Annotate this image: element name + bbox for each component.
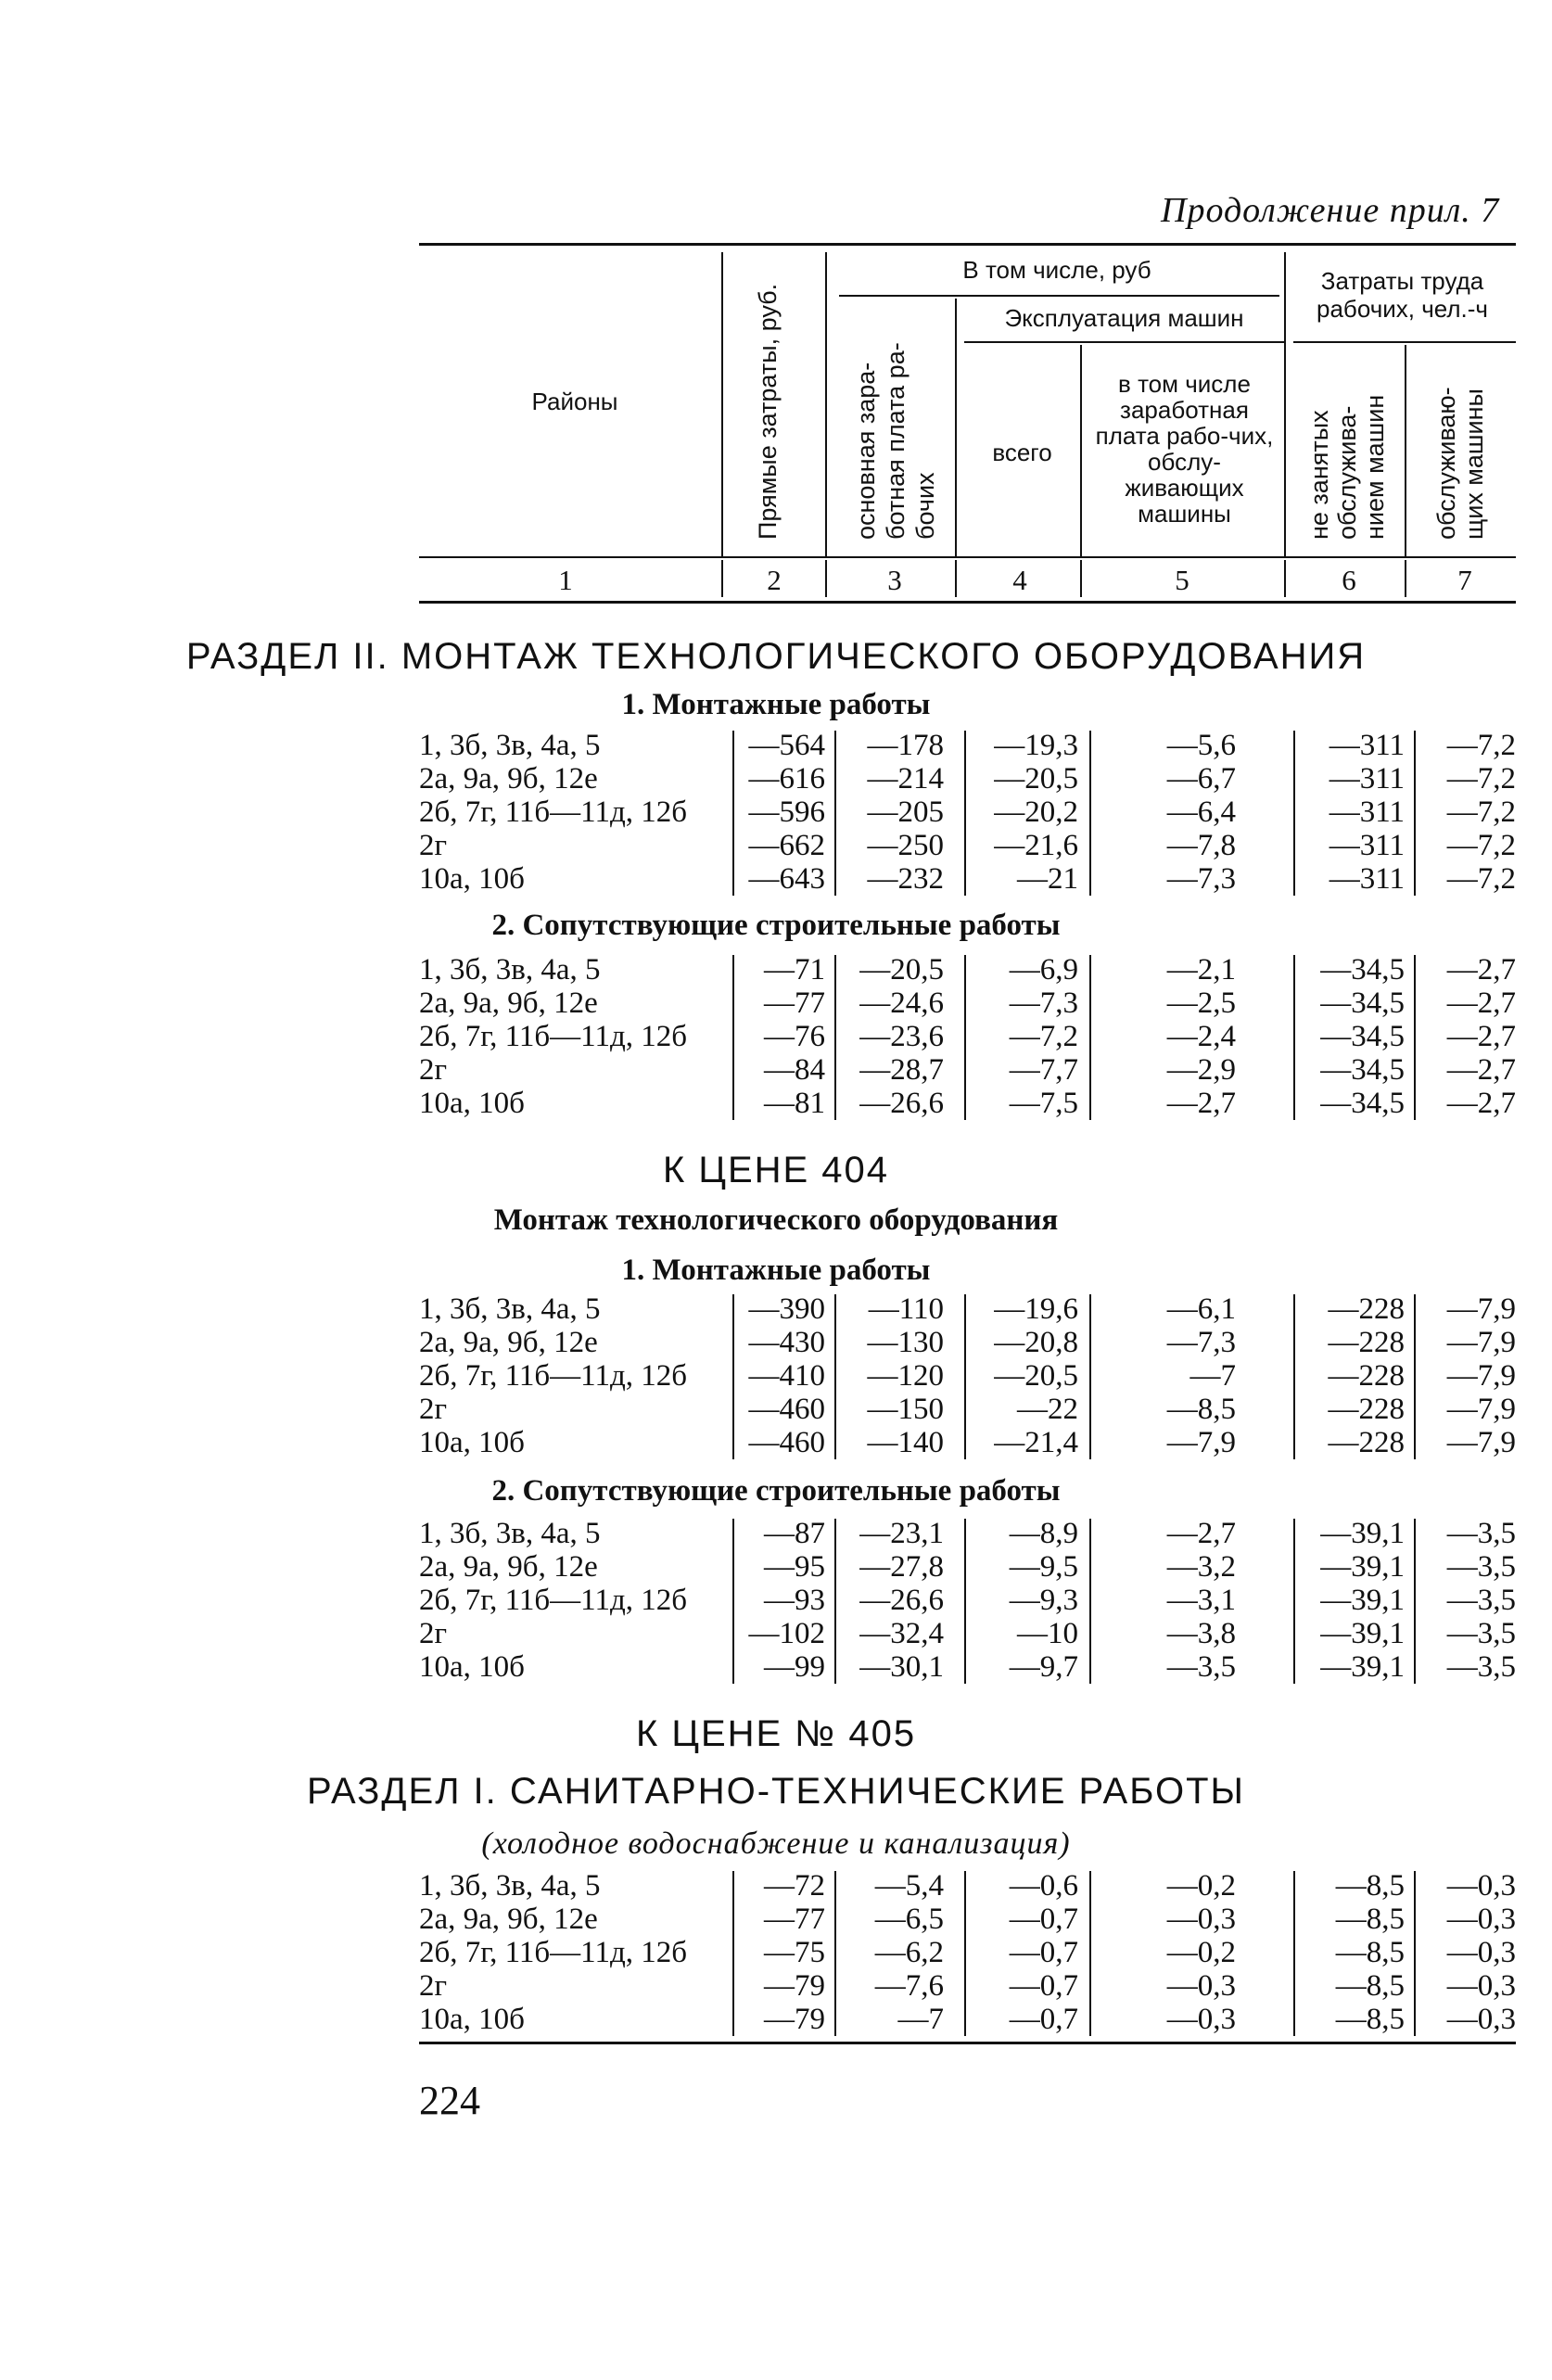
running-head: Продолжение прил. 7 bbox=[1161, 191, 1500, 230]
labor-not-busy-cell: —34,5 bbox=[1320, 1020, 1405, 1053]
base-wage-cell: —7,6 bbox=[874, 1969, 944, 2003]
machine-total-cell: —21,6 bbox=[994, 829, 1078, 862]
machine-wage-cell: —5,6 bbox=[1166, 729, 1236, 762]
machine-total-cell: —7,5 bbox=[1009, 1087, 1078, 1120]
base-wage-cell: —27,8 bbox=[859, 1550, 944, 1584]
header-not-busy: не занятых обслужива-нием машин bbox=[1305, 394, 1389, 540]
column-divider bbox=[1293, 1294, 1295, 1459]
region-cell: 2г bbox=[419, 1617, 448, 1650]
header-mid-rule bbox=[419, 556, 1516, 558]
machine-wage-cell: —7,9 bbox=[1166, 1426, 1236, 1459]
region-cell: 2а, 9а, 9б, 12е bbox=[419, 1903, 598, 1936]
machine-total-cell: —7,2 bbox=[1009, 1020, 1078, 1053]
region-cell: 2а, 9а, 9б, 12е bbox=[419, 1326, 598, 1359]
direct-costs-cell: —75 bbox=[764, 1936, 825, 1969]
machine-total-cell: —8,9 bbox=[1009, 1517, 1078, 1550]
machine-wage-cell: —2,4 bbox=[1166, 1020, 1236, 1053]
table-row bbox=[0, 729, 1552, 762]
column-divider bbox=[732, 955, 734, 1120]
direct-costs-cell: —79 bbox=[764, 1969, 825, 2003]
labor-servicing-cell: —3,5 bbox=[1446, 1650, 1516, 1684]
colnum-divider bbox=[1405, 560, 1406, 597]
machine-total-cell: —7,7 bbox=[1009, 1053, 1078, 1087]
base-wage-cell: —6,5 bbox=[874, 1903, 944, 1936]
machine-total-cell: —22 bbox=[1017, 1393, 1078, 1426]
labor-servicing-cell: —7,9 bbox=[1446, 1326, 1516, 1359]
column-divider bbox=[964, 1294, 966, 1459]
header-top-rule bbox=[419, 243, 1516, 246]
machine-total-cell: —20,8 bbox=[994, 1326, 1078, 1359]
table-row bbox=[0, 1517, 1552, 1550]
machine-total-cell: —20,5 bbox=[994, 1359, 1078, 1393]
direct-costs-cell: —596 bbox=[748, 795, 825, 829]
region-cell: 2г bbox=[419, 829, 448, 862]
section-italic-subtitle: (холодное водоснабжение и канализация) bbox=[481, 1826, 1071, 1861]
machine-wage-cell: —7 bbox=[1189, 1359, 1236, 1393]
labor-servicing-cell: —3,5 bbox=[1446, 1517, 1516, 1550]
base-wage-cell: —205 bbox=[867, 795, 944, 829]
labor-not-busy-cell: —228 bbox=[1328, 1393, 1405, 1426]
base-wage-cell: —140 bbox=[867, 1426, 944, 1459]
machine-total-cell: —6,9 bbox=[1009, 953, 1078, 986]
region-cell: 10а, 10б bbox=[419, 1650, 525, 1684]
labor-not-busy-cell: —311 bbox=[1329, 795, 1405, 829]
labor-servicing-cell: —7,2 bbox=[1446, 862, 1516, 896]
base-wage-cell: —5,4 bbox=[874, 1869, 944, 1903]
labor-not-busy-cell: —311 bbox=[1329, 862, 1405, 896]
table-row bbox=[0, 1426, 1552, 1459]
table-row bbox=[0, 1292, 1552, 1326]
direct-costs-cell: —76 bbox=[764, 1020, 825, 1053]
region-cell: 1, 3б, 3в, 4а, 5 bbox=[419, 1869, 601, 1903]
section-subtitle: Монтаж технологического оборудования bbox=[493, 1203, 1059, 1237]
region-cell: 1, 3б, 3в, 4а, 5 bbox=[419, 729, 601, 762]
base-wage-cell: —23,6 bbox=[859, 1020, 944, 1053]
region-cell: 1, 3б, 3в, 4а, 5 bbox=[419, 953, 601, 986]
direct-costs-cell: —93 bbox=[764, 1584, 825, 1617]
column-divider bbox=[1293, 1871, 1295, 2036]
direct-costs-cell: —460 bbox=[748, 1426, 825, 1459]
machine-wage-cell: —0,3 bbox=[1166, 2003, 1236, 2036]
direct-costs-cell: —564 bbox=[748, 729, 825, 762]
direct-costs-cell: —81 bbox=[764, 1087, 825, 1120]
colnum-divider bbox=[721, 560, 723, 597]
header-divider bbox=[955, 299, 957, 558]
region-cell: 10а, 10б bbox=[419, 1426, 525, 1459]
labor-servicing-cell: —0,3 bbox=[1446, 1869, 1516, 1903]
section-title: РАЗДЕЛ II. МОНТАЖ ТЕХНОЛОГИЧЕСКОГО ОБОРУДОВАНИЯ bbox=[185, 636, 1367, 677]
col-number: 6 bbox=[1342, 564, 1356, 596]
labor-servicing-cell: —2,7 bbox=[1446, 1087, 1516, 1120]
machine-wage-cell: —2,5 bbox=[1166, 986, 1236, 1020]
base-wage-cell: —6,2 bbox=[874, 1936, 944, 1969]
page-number: 224 bbox=[419, 2078, 480, 2123]
base-wage-cell: —30,1 bbox=[859, 1650, 944, 1684]
region-cell: 2г bbox=[419, 1969, 448, 2003]
table-row bbox=[0, 1650, 1552, 1684]
column-divider bbox=[732, 1294, 734, 1459]
machine-total-cell: —21,4 bbox=[994, 1426, 1078, 1459]
column-divider bbox=[1089, 731, 1091, 896]
machine-wage-cell: —3,8 bbox=[1166, 1617, 1236, 1650]
column-divider bbox=[732, 1871, 734, 2036]
labor-not-busy-cell: —39,1 bbox=[1320, 1650, 1405, 1684]
labor-servicing-cell: —7,9 bbox=[1446, 1292, 1516, 1326]
direct-costs-cell: —79 bbox=[764, 2003, 825, 2036]
base-wage-cell: —32,4 bbox=[859, 1617, 944, 1650]
machine-total-cell: —0,7 bbox=[1009, 1969, 1078, 2003]
column-divider bbox=[964, 1519, 966, 1684]
region-cell: 2а, 9а, 9б, 12е bbox=[419, 986, 598, 1020]
header-bottom-rule bbox=[419, 601, 1516, 604]
labor-not-busy-cell: —34,5 bbox=[1320, 953, 1405, 986]
table-row bbox=[0, 1550, 1552, 1584]
direct-costs-cell: —77 bbox=[764, 986, 825, 1020]
machine-total-cell: —0,6 bbox=[1009, 1869, 1078, 1903]
table-row bbox=[0, 862, 1552, 896]
labor-servicing-cell: —3,5 bbox=[1446, 1617, 1516, 1650]
col-number: 2 bbox=[767, 564, 782, 596]
labor-not-busy-cell: —8,5 bbox=[1335, 2003, 1405, 2036]
machine-wage-cell: —3,5 bbox=[1166, 1650, 1236, 1684]
header-divider bbox=[1284, 252, 1286, 558]
machine-total-cell: —9,5 bbox=[1009, 1550, 1078, 1584]
col-number: 3 bbox=[887, 564, 902, 596]
header-divider bbox=[1405, 345, 1406, 558]
labor-not-busy-cell: —228 bbox=[1328, 1426, 1405, 1459]
machine-wage-cell: —2,1 bbox=[1166, 953, 1236, 986]
region-cell: 2г bbox=[419, 1053, 448, 1087]
labor-not-busy-cell: —39,1 bbox=[1320, 1517, 1405, 1550]
column-divider bbox=[834, 1294, 836, 1459]
machine-wage-cell: —7,8 bbox=[1166, 829, 1236, 862]
machine-total-cell: —19,3 bbox=[994, 729, 1078, 762]
base-wage-cell: —130 bbox=[867, 1326, 944, 1359]
direct-costs-cell: —99 bbox=[764, 1650, 825, 1684]
base-wage-cell: —28,7 bbox=[859, 1053, 944, 1087]
header-divider bbox=[721, 252, 723, 558]
region-cell: 2б, 7г, 11б—11д, 12б bbox=[419, 795, 688, 829]
table-row bbox=[0, 1969, 1552, 2003]
column-divider bbox=[1293, 955, 1295, 1120]
column-divider bbox=[1293, 731, 1295, 896]
base-wage-cell: —20,5 bbox=[859, 953, 944, 986]
table-row bbox=[0, 829, 1552, 862]
base-wage-cell: —110 bbox=[868, 1292, 944, 1326]
machine-total-cell: —9,7 bbox=[1009, 1650, 1078, 1684]
colnum-divider bbox=[825, 560, 827, 597]
machine-wage-cell: —8,5 bbox=[1166, 1393, 1236, 1426]
table-row bbox=[0, 2003, 1552, 2036]
table-row bbox=[0, 795, 1552, 829]
direct-costs-cell: —71 bbox=[764, 953, 825, 986]
labor-servicing-cell: —3,5 bbox=[1446, 1550, 1516, 1584]
machine-total-cell: —0,7 bbox=[1009, 2003, 1078, 2036]
header-total: всего bbox=[992, 439, 1052, 466]
colnum-divider bbox=[955, 560, 957, 597]
column-divider bbox=[834, 731, 836, 896]
table-row bbox=[0, 1393, 1552, 1426]
machine-total-cell: —7,3 bbox=[1009, 986, 1078, 1020]
machine-wage-cell: —2,9 bbox=[1166, 1053, 1236, 1087]
base-wage-cell: —178 bbox=[867, 729, 944, 762]
column-divider bbox=[964, 731, 966, 896]
table-row bbox=[0, 1359, 1552, 1393]
col-number: 5 bbox=[1175, 564, 1189, 596]
labor-servicing-cell: —7,2 bbox=[1446, 729, 1516, 762]
labor-not-busy-cell: —228 bbox=[1328, 1326, 1405, 1359]
column-divider bbox=[834, 1871, 836, 2036]
labor-not-busy-cell: —228 bbox=[1328, 1359, 1405, 1393]
header-regions: Районы bbox=[531, 388, 618, 415]
table-row bbox=[0, 1936, 1552, 1969]
base-wage-cell: —23,1 bbox=[859, 1517, 944, 1550]
labor-not-busy-cell: —34,5 bbox=[1320, 986, 1405, 1020]
column-divider bbox=[834, 1519, 836, 1684]
col-number: 7 bbox=[1457, 564, 1472, 596]
colnum-divider bbox=[1284, 560, 1286, 597]
column-divider bbox=[1414, 1871, 1416, 2036]
table-row bbox=[0, 1869, 1552, 1903]
col-number: 4 bbox=[1012, 564, 1027, 596]
direct-costs-cell: —95 bbox=[764, 1550, 825, 1584]
colnum-divider bbox=[1080, 560, 1082, 597]
direct-costs-cell: —87 bbox=[764, 1517, 825, 1550]
column-divider bbox=[1089, 1294, 1091, 1459]
base-wage-cell: —232 bbox=[867, 862, 944, 896]
labor-servicing-cell: —7,2 bbox=[1446, 762, 1516, 795]
machine-wage-cell: —6,7 bbox=[1166, 762, 1236, 795]
region-cell: 2б, 7г, 11б—11д, 12б bbox=[419, 1020, 688, 1053]
column-divider bbox=[1089, 1871, 1091, 2036]
header-direct-costs: Прямые затраты, руб. bbox=[754, 283, 782, 540]
table-row bbox=[0, 986, 1552, 1020]
region-cell: 10а, 10б bbox=[419, 1087, 525, 1120]
region-cell: 2б, 7г, 11б—11д, 12б bbox=[419, 1584, 688, 1617]
direct-costs-cell: —662 bbox=[748, 829, 825, 862]
labor-servicing-cell: —3,5 bbox=[1446, 1584, 1516, 1617]
header-inner-rule bbox=[964, 341, 1284, 343]
table-row bbox=[0, 1617, 1552, 1650]
machine-total-cell: —20,2 bbox=[994, 795, 1078, 829]
table-bottom-rule bbox=[419, 2042, 1516, 2044]
labor-not-busy-cell: —311 bbox=[1329, 762, 1405, 795]
column-divider bbox=[1089, 1519, 1091, 1684]
column-divider bbox=[834, 955, 836, 1120]
subsection-heading: 1. Монтажные работы bbox=[621, 1254, 931, 1287]
header-base-wage: основная зара-ботная плата ра-бочих bbox=[852, 342, 939, 540]
machine-wage-cell: —7,3 bbox=[1166, 862, 1236, 896]
labor-servicing-cell: —0,3 bbox=[1446, 1903, 1516, 1936]
direct-costs-cell: —616 bbox=[748, 762, 825, 795]
table-row bbox=[0, 1326, 1552, 1359]
labor-not-busy-cell: —311 bbox=[1329, 729, 1405, 762]
table-row bbox=[0, 1087, 1552, 1120]
labor-servicing-cell: —7,2 bbox=[1446, 795, 1516, 829]
labor-not-busy-cell: —8,5 bbox=[1335, 1969, 1405, 2003]
labor-servicing-cell: —7,9 bbox=[1446, 1359, 1516, 1393]
direct-costs-cell: —72 bbox=[764, 1869, 825, 1903]
column-divider bbox=[1414, 1519, 1416, 1684]
region-cell: 2а, 9а, 9б, 12е bbox=[419, 1550, 598, 1584]
header-machine-operation: Эксплуатация машин bbox=[1004, 304, 1244, 332]
section-title: К ЦЕНЕ 404 bbox=[662, 1150, 890, 1190]
labor-not-busy-cell: —34,5 bbox=[1320, 1053, 1405, 1087]
base-wage-cell: —24,6 bbox=[859, 986, 944, 1020]
labor-servicing-cell: —7,2 bbox=[1446, 829, 1516, 862]
base-wage-cell: —214 bbox=[867, 762, 944, 795]
labor-servicing-cell: —0,3 bbox=[1446, 1969, 1516, 2003]
direct-costs-cell: —390 bbox=[748, 1292, 825, 1326]
section-subtitle: РАЗДЕЛ I. САНИТАРНО-ТЕХНИЧЕСКИЕ РАБОТЫ bbox=[307, 1771, 1245, 1812]
machine-wage-cell: —2,7 bbox=[1166, 1517, 1236, 1550]
base-wage-cell: —26,6 bbox=[859, 1087, 944, 1120]
machine-wage-cell: —2,7 bbox=[1166, 1087, 1236, 1120]
table-row bbox=[0, 1903, 1552, 1936]
column-divider bbox=[1414, 955, 1416, 1120]
column-divider bbox=[1414, 1294, 1416, 1459]
region-cell: 2б, 7г, 11б—11д, 12б bbox=[419, 1359, 688, 1393]
region-cell: 2а, 9а, 9б, 12е bbox=[419, 762, 598, 795]
machine-wage-cell: —0,3 bbox=[1166, 1969, 1236, 2003]
region-cell: 1, 3б, 3в, 4а, 5 bbox=[419, 1292, 601, 1326]
labor-servicing-cell: —7,9 bbox=[1446, 1426, 1516, 1459]
machine-wage-cell: —0,2 bbox=[1166, 1936, 1236, 1969]
machine-total-cell: —9,3 bbox=[1009, 1584, 1078, 1617]
machine-wage-cell: —0,2 bbox=[1166, 1869, 1236, 1903]
table-row bbox=[0, 762, 1552, 795]
column-divider bbox=[732, 1519, 734, 1684]
base-wage-cell: —26,6 bbox=[859, 1584, 944, 1617]
machine-total-cell: —20,5 bbox=[994, 762, 1078, 795]
machine-total-cell: —0,7 bbox=[1009, 1936, 1078, 1969]
region-cell: 1, 3б, 3в, 4а, 5 bbox=[419, 1517, 601, 1550]
machine-total-cell: —10 bbox=[1017, 1617, 1078, 1650]
subsection-heading: 2. Сопутствующие строительные работы bbox=[491, 909, 1061, 942]
column-divider bbox=[964, 955, 966, 1120]
machine-wage-cell: —0,3 bbox=[1166, 1903, 1236, 1936]
table-row bbox=[0, 1584, 1552, 1617]
direct-costs-cell: —460 bbox=[748, 1393, 825, 1426]
column-divider bbox=[1089, 955, 1091, 1120]
table-row bbox=[0, 1020, 1552, 1053]
direct-costs-cell: —410 bbox=[748, 1359, 825, 1393]
region-cell: 10а, 10б bbox=[419, 862, 525, 896]
header-inner-rule bbox=[1293, 341, 1516, 343]
machine-wage-cell: —6,1 bbox=[1166, 1292, 1236, 1326]
header-including-rub: В том числе, руб bbox=[962, 256, 1151, 284]
labor-not-busy-cell: —34,5 bbox=[1320, 1087, 1405, 1120]
labor-servicing-cell: —2,7 bbox=[1446, 1053, 1516, 1087]
subsection-heading: 1. Монтажные работы bbox=[621, 688, 931, 721]
header-servicing: обслуживаю-щих машины bbox=[1432, 387, 1488, 540]
labor-servicing-cell: —0,3 bbox=[1446, 2003, 1516, 2036]
labor-not-busy-cell: —311 bbox=[1329, 829, 1405, 862]
direct-costs-cell: —430 bbox=[748, 1326, 825, 1359]
labor-servicing-cell: —7,9 bbox=[1446, 1393, 1516, 1426]
direct-costs-cell: —102 bbox=[748, 1617, 825, 1650]
column-divider bbox=[1414, 731, 1416, 896]
machine-total-cell: —21 bbox=[1017, 862, 1078, 896]
labor-servicing-cell: —0,3 bbox=[1446, 1936, 1516, 1969]
machine-wage-cell: —3,1 bbox=[1166, 1584, 1236, 1617]
table-row bbox=[0, 1053, 1552, 1087]
labor-not-busy-cell: —8,5 bbox=[1335, 1869, 1405, 1903]
labor-not-busy-cell: —39,1 bbox=[1320, 1584, 1405, 1617]
labor-not-busy-cell: —8,5 bbox=[1335, 1903, 1405, 1936]
header-divider bbox=[825, 252, 827, 558]
machine-total-cell: —0,7 bbox=[1009, 1903, 1078, 1936]
header-incl-wage: в том числе заработная плата рабо-чих, обслу-живающих машины bbox=[1095, 370, 1274, 528]
labor-servicing-cell: —2,7 bbox=[1446, 986, 1516, 1020]
column-divider bbox=[732, 731, 734, 896]
direct-costs-cell: —84 bbox=[764, 1053, 825, 1087]
labor-not-busy-cell: —39,1 bbox=[1320, 1617, 1405, 1650]
header-inner-rule bbox=[839, 295, 1279, 297]
base-wage-cell: —120 bbox=[867, 1359, 944, 1393]
base-wage-cell: —250 bbox=[867, 829, 944, 862]
column-divider bbox=[1293, 1519, 1295, 1684]
labor-servicing-cell: —2,7 bbox=[1446, 1020, 1516, 1053]
labor-not-busy-cell: —8,5 bbox=[1335, 1936, 1405, 1969]
region-cell: 2б, 7г, 11б—11д, 12б bbox=[419, 1936, 688, 1969]
labor-not-busy-cell: —39,1 bbox=[1320, 1550, 1405, 1584]
labor-not-busy-cell: —228 bbox=[1328, 1292, 1405, 1326]
region-cell: 2г bbox=[419, 1393, 448, 1426]
machine-total-cell: —19,6 bbox=[994, 1292, 1078, 1326]
col-number: 1 bbox=[558, 564, 573, 596]
table-row bbox=[0, 953, 1552, 986]
direct-costs-cell: —77 bbox=[764, 1903, 825, 1936]
direct-costs-cell: —643 bbox=[748, 862, 825, 896]
column-divider bbox=[964, 1871, 966, 2036]
machine-wage-cell: —7,3 bbox=[1166, 1326, 1236, 1359]
machine-wage-cell: —3,2 bbox=[1166, 1550, 1236, 1584]
header-labor-costs: Затраты труда рабочих, чел.-ч bbox=[1317, 267, 1488, 323]
base-wage-cell: —150 bbox=[867, 1393, 944, 1426]
section-title: К ЦЕНЕ № 405 bbox=[635, 1713, 917, 1754]
subsection-heading: 2. Сопутствующие строительные работы bbox=[491, 1474, 1061, 1508]
machine-wage-cell: —6,4 bbox=[1166, 795, 1236, 829]
region-cell: 10а, 10б bbox=[419, 2003, 525, 2036]
labor-servicing-cell: —2,7 bbox=[1446, 953, 1516, 986]
header-divider bbox=[1080, 345, 1082, 558]
base-wage-cell: —7 bbox=[897, 2003, 944, 2036]
